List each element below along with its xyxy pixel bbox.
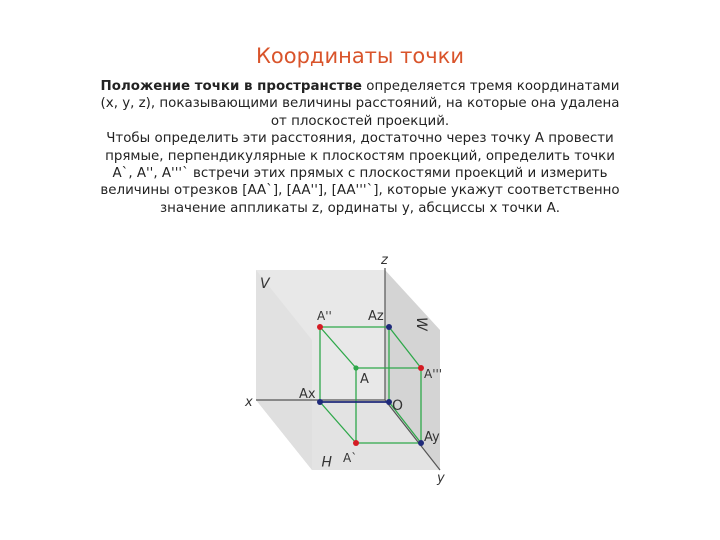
paragraph-1-lead: Положение точки в пространстве xyxy=(100,79,363,94)
axis-x-label: x xyxy=(245,395,253,410)
paragraph-2: Чтобы определить эти расстояния, достаточно через точку А провести прямые, перпендикулярные к плоскостям проекций, определить точки A`, A'', A'''` встречи этих прямых с плоскостями проекций и измерить величины отрезков [AA`], [AA''], [AA'''`], которые укажут соответственно значение аппликаты z, ординаты y, абсциссы x точки А. xyxy=(100,131,620,216)
axis-y-label: y xyxy=(437,471,445,486)
plane-h-label: H xyxy=(321,452,332,468)
point-a xyxy=(353,365,358,370)
point-a2 xyxy=(317,324,323,330)
point-az xyxy=(386,324,392,330)
point-a-label: A xyxy=(360,372,369,387)
paragraph-1-rest: определяется тремя координатами (x, y, z), показывающими величины расстояний, на которые она удалена от плоскостей проекций. xyxy=(100,79,620,129)
point-ax xyxy=(317,399,323,405)
point-az-label: Az xyxy=(368,309,384,324)
plane-w-label: W xyxy=(413,317,429,331)
point-a3-label: A''' xyxy=(424,367,443,381)
point-a1-label: A` xyxy=(343,451,358,465)
point-a2-label: A'' xyxy=(317,309,332,323)
page-title: Координаты точки xyxy=(255,44,464,68)
point-a1 xyxy=(353,440,359,446)
point-ay-label: Ay xyxy=(424,430,440,445)
axis-z-label: z xyxy=(381,253,388,268)
plane-v-label: V xyxy=(260,276,270,292)
point-o-label: O xyxy=(392,398,404,414)
point-ax-label: Ax xyxy=(299,387,316,402)
